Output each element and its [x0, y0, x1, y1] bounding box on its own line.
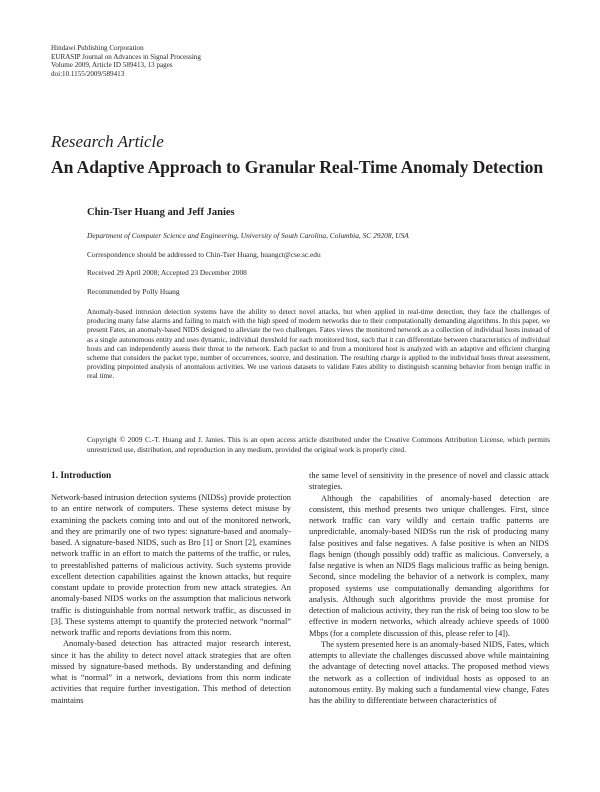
abstract: Anomaly-based intrusion detection systems have the ability to detect novel attacks, but when applied in real-time detection, they face the challenges of producing many false alarms and failing to match with the high speed of modern networks due to their computationally demanding algorithms. In this paper, we present Fates, an anomaly-based NIDS designed to alleviate the two challenges. Fates views the monitored network as a collection of individual hosts instead of as a single autonomous entity and uses dynamic, individual threshold for each monitored host, such that it can differentiate between characteristics of individual hosts and can independently assess their threat to the network. Each packet to and from a monitored host is analyzed with an adaptive and efficient charging scheme that considers the packet type, number of occurrences, source, and destination. The resulting charge is applied to the individual hosts threat assessment, providing pinpointed analysis of anomalous activities. We use various datasets to validate Fates ability to distinguish scanning behavior from benign traffic in real time.: [87, 308, 550, 381]
journal-header: [51, 44, 201, 78]
paragraph: the same level of sensitivity in the presence of novel and classic attack strategies.: [309, 471, 549, 492]
paragraph: The system presented here is an anomaly-based NIDS, Fates, which attempts to alleviate the challenges discussed above while maintaining the advantage of detecting novel attacks. The proposed method views the network as a collection of individual hosts as opposed to an autonomous entity. By making such a fundamental view change, Fates has the ability to differentiate between characteristics of: [309, 639, 549, 705]
received-dates: Received 29 April 2008; Accepted 23 December 2008: [87, 268, 247, 277]
header-volume: Volume 2009, Article ID 589413, 13 pages: [51, 61, 173, 70]
paragraph: Although the capabilities of anomaly-based detection are consistent, this method presents two unique challenges. First, since network traffic can vary wildly and certain traffic patterns are unpredictable, anomaly-based NIDSs run the risk of producing many false positives and false negatives. A false positive is when an NIDS flags benign (though possibly odd) traffic as malicious. Conversely, a false negative is when an NIDS flags malicious traffic as being benign. Second, since modeling the behavior of a network is complex, many proposed systems use computationally demanding algorithms for analysis. Although such algorithms provide the most promise for detection of malicious activity, they run the risk of being too slow to be effective in modern networks, which already achieve speeds of 1000 Mbps (for a complete discussion of this, please refer to [4]).: [309, 493, 549, 638]
affiliation: Department of Computer Science and Engineering, University of South Carolina, Columbia, SC 29208, USA: [87, 231, 409, 240]
copyright-notice: Copyright © 2009 C.-T. Huang and J. Janies. This is an open access article distributed under the Creative Commons Attribution License, which permits unrestricted use, distribution, and reproduction in any medium, provided the original work is properly cited.: [87, 435, 550, 454]
article-type: Research Article: [51, 132, 164, 151]
recommended-by: Recommended by Polly Huang: [87, 287, 180, 296]
header-publisher: Hindawi Publishing Corporation: [51, 44, 144, 52]
authors: Chin-Tser Huang and Jeff Janies: [87, 207, 235, 218]
paper-title: An Adaptive Approach to Granular Real-Time Anomaly Detection: [51, 157, 544, 177]
correspondence: Correspondence should be addressed to Chin-Tser Huang, huangct@cse.sc.edu: [87, 250, 321, 259]
header-journal: EURASIP Journal on Advances in Signal Processing: [51, 52, 201, 61]
right-column: [309, 470, 549, 706]
paragraph: Network-based intrusion detection systems (NIDSs) provide protection to an entire network of computers. These systems detect misuse by examining the packets coming into and out of the monitored network, and they are primarily one of two types: signature-based and anomaly-based. A signature-based NIDS, such as Bro [1] or Snort [2], examines network traffic in an effort to match the patterns of the traffic, or rules, to preestablished patterns of malicious activity. Such systems provide excellent detection capabilities against the known attacks, but require constant update to provide protection from new attack strategies. An anomaly-based NIDS works on the assumption that malicious network traffic is distinguishable from normal network traffic, as discussed in [3]. These systems attempt to quantify the protected network “normal” network traffic and reports deviations from this norm.: [51, 493, 291, 637]
header-doi: doi:10.1155/2009/589413: [51, 69, 125, 78]
section-heading: 1. Introduction: [51, 471, 112, 481]
paragraph: Anomaly-based detection has attracted major research interest, since it has the ability to detect novel attack strategies that are often missed by signature-based methods. By understanding and defining what is “normal” in a network, deviations from this norm indicate activities that require further investigation. This method of detection maintains: [51, 639, 291, 705]
left-column: [51, 470, 291, 706]
